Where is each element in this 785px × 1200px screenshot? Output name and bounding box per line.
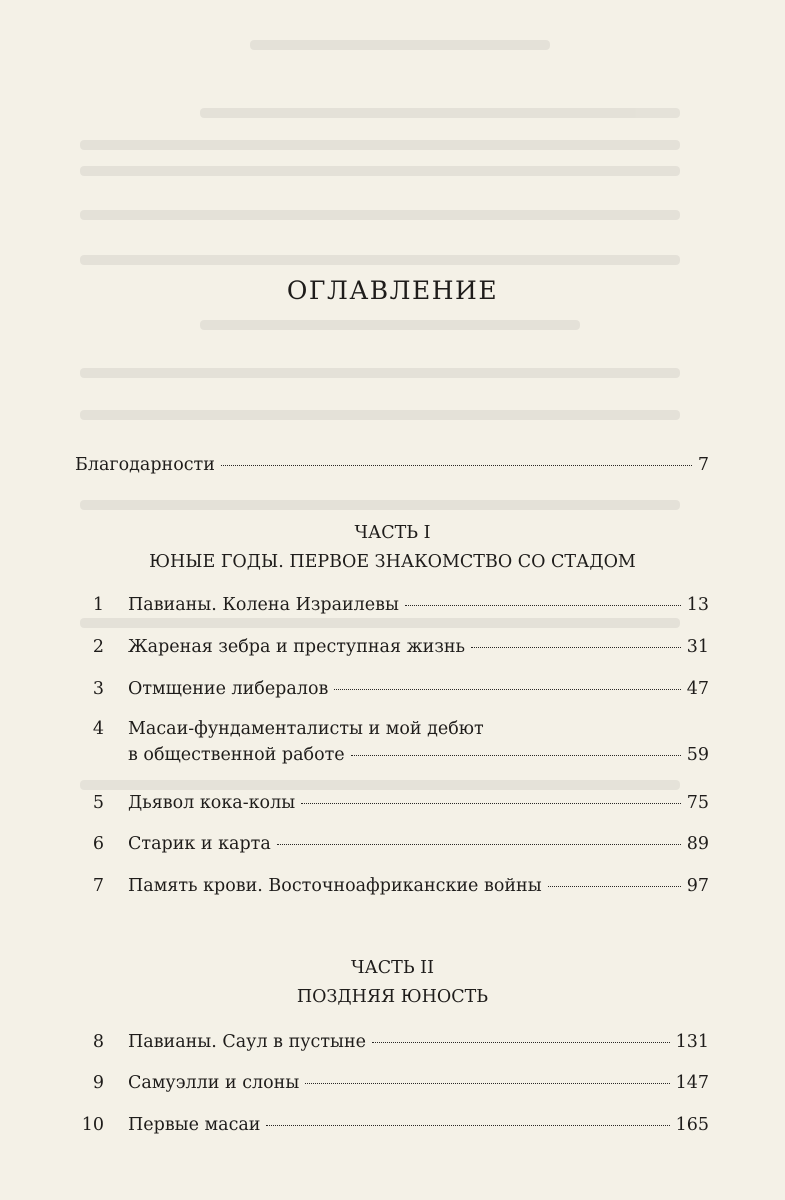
leader-dots (266, 1125, 669, 1126)
chapter-title: Первые масаи (128, 1115, 261, 1135)
chapter-page: 75 (686, 793, 709, 813)
chapter-page: 59 (686, 745, 709, 765)
leader-dots (372, 1042, 670, 1043)
chapter-number: 8 (92, 1032, 104, 1052)
chapter-number: 9 (92, 1073, 104, 1093)
leader-dots (221, 465, 692, 466)
leader-dots (351, 755, 681, 756)
part-1-label: ЧАСТЬ I (354, 523, 431, 543)
chapter-title: Самуэлли и слоны (128, 1073, 300, 1093)
toc-entry-chapter-10[interactable] (48, 1115, 709, 1135)
chapter-title-line-2: в общественной работе (128, 745, 345, 765)
chapter-title: Старик и карта (128, 834, 271, 854)
toc-title: ОГЛАВЛЕНИЕ (286, 276, 499, 305)
leader-dots (334, 689, 680, 690)
chapter-title: Дьявол кока-колы (128, 793, 296, 813)
chapter-number: 2 (92, 637, 104, 657)
chapter-number: 3 (92, 679, 104, 699)
leader-dots (277, 844, 681, 845)
toc-entry-chapter-7[interactable] (48, 876, 709, 896)
chapter-page: 131 (675, 1032, 709, 1052)
chapter-page: 13 (686, 595, 709, 615)
chapter-page: 31 (686, 637, 709, 657)
chapter-number: 6 (92, 834, 104, 854)
chapter-page: 147 (675, 1073, 709, 1093)
chapter-number: 7 (92, 876, 104, 896)
toc-entry-chapter-9[interactable] (48, 1073, 709, 1093)
chapter-number: 10 (81, 1115, 104, 1135)
chapter-page: 89 (686, 834, 709, 854)
toc-entry-chapter-5[interactable] (48, 793, 709, 813)
chapter-number: 5 (92, 793, 104, 813)
chapter-title: Жареная зебра и преступная жизнь (128, 637, 466, 657)
toc-entry-chapter-1[interactable] (48, 595, 709, 615)
leader-dots (471, 647, 681, 648)
chapter-title: Павианы. Саул в пустыне (128, 1032, 366, 1052)
part-1-title: ЮНЫЕ ГОДЫ. ПЕРВОЕ ЗНАКОМСТВО СО СТАДОМ (149, 552, 636, 572)
toc-entry-chapter-8[interactable] (48, 1032, 709, 1052)
entry-label: Благодарности (75, 455, 215, 475)
part-2-label: ЧАСТЬ II (350, 958, 435, 978)
entry-page: 7 (697, 455, 709, 475)
toc-entry-chapter-2[interactable] (48, 637, 709, 657)
toc-entry-chapter-4[interactable] (48, 719, 709, 765)
chapter-page: 47 (686, 679, 709, 699)
chapter-title: Павианы. Колена Израилевы (128, 595, 399, 615)
chapter-title: Отмщение либералов (128, 679, 329, 699)
chapter-number: 4 (92, 719, 104, 739)
chapter-title-line-1: Масаи-фундаменталисты и мой дебют (128, 719, 484, 739)
leader-dots (305, 1083, 669, 1084)
leader-dots (301, 803, 681, 804)
toc-entry-chapter-3[interactable] (48, 679, 709, 699)
toc-entry-chapter-6[interactable] (48, 834, 709, 854)
chapter-title: Память крови. Восточноафриканские войны (128, 876, 542, 896)
part-2-title: ПОЗДНЯЯ ЮНОСТЬ (296, 987, 489, 1007)
toc-entry-acknowledgements[interactable] (75, 455, 709, 475)
chapter-page: 165 (675, 1115, 709, 1135)
leader-dots (548, 886, 681, 887)
chapter-page: 97 (686, 876, 709, 896)
chapter-number: 1 (92, 595, 104, 615)
leader-dots (405, 605, 681, 606)
